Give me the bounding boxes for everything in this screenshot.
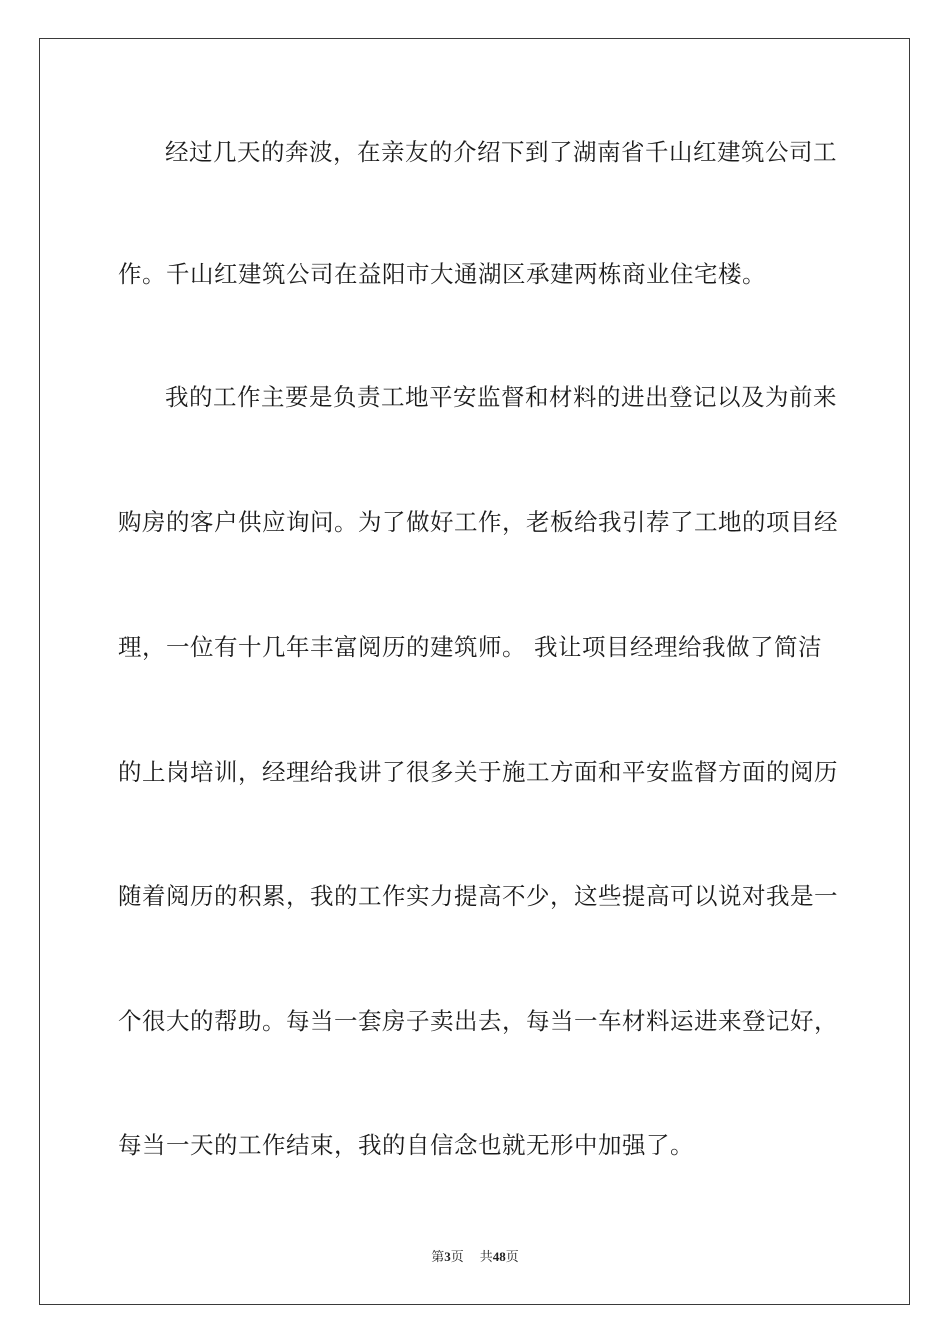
footer-total-pages: 48 bbox=[492, 1249, 506, 1264]
paragraph-2-line-7: 每当一天的工作结束，我的自信念也就无形中加强了。 bbox=[118, 1131, 694, 1159]
page-footer bbox=[0, 1246, 950, 1265]
paragraph-2-line-4: 的上岗培训，经理给我讲了很多关于施工方面和平安监督方面的阅历 bbox=[118, 758, 838, 786]
paragraph-2-line-5: 随着阅历的积累，我的工作实力提高不少，这些提高可以说对我是一 bbox=[118, 882, 838, 910]
paragraph-2-line-1: 我的工作主要是负责工地平安监督和材料的进出登记以及为前来 bbox=[165, 383, 837, 411]
paragraph-2-line-3: 理，一位有十几年丰富阅历的建筑师。 我让项目经理给我做了简洁 bbox=[118, 633, 822, 661]
footer-page-suffix: 页 bbox=[450, 1250, 464, 1265]
footer-total-suffix: 页 bbox=[505, 1250, 519, 1265]
footer-page-number: 3 bbox=[444, 1249, 451, 1264]
footer-total-prefix: 共 bbox=[479, 1250, 493, 1265]
paragraph-2-line-2: 购房的客户供应询问。为了做好工作，老板给我引荐了工地的项目经 bbox=[118, 508, 838, 536]
paragraph-1-line-2: 作。千山红建筑公司在益阳市大通湖区承建两栋商业住宅楼。 bbox=[118, 260, 766, 288]
page-border bbox=[39, 38, 910, 1305]
footer-page-prefix: 第 bbox=[431, 1250, 445, 1265]
paragraph-1-line-1: 经过几天的奔波，在亲友的介绍下到了湖南省千山红建筑公司工 bbox=[165, 138, 837, 166]
paragraph-2-line-6: 个很大的帮助。每当一套房子卖出去，每当一车材料运进来登记好， bbox=[118, 1007, 838, 1035]
